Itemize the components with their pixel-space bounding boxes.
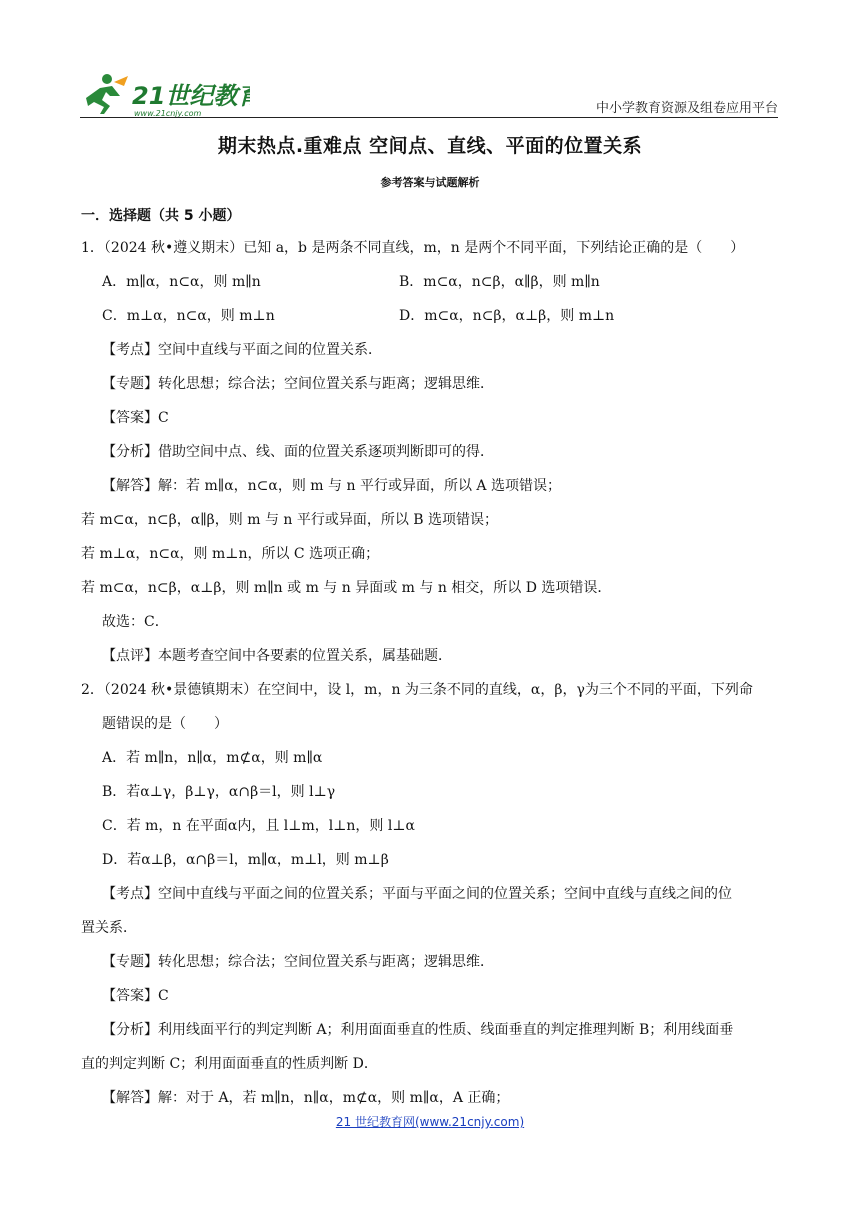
q1-solution-line: 若 m⊂α，n⊂β，α⊥β，则 m∥n 或 m 与 n 异面或 m 与 n 相交，所以 D 选项错误． [81,580,612,596]
q1-option-d: D．m⊂α，n⊂β，α⊥β，则 m⊥n [399,308,615,324]
question-2-stem-cont: 题错误的是（ ） [102,716,228,732]
logo-text: 21世纪教育 [132,82,250,110]
q1-option-c: C．m⊥α，n⊂α，则 m⊥n [102,308,275,324]
header-divider [80,117,778,118]
q2-option-b: B．若α⊥γ，β⊥γ，α∩β＝l，则 l⊥γ [102,784,336,800]
q1-knowledge-point: 【考点】空间中直线与平面之间的位置关系． [102,342,382,358]
q1-analysis: 【分析】借助空间中点、线、面的位置关系逐项判断即可的得． [102,444,494,460]
q2-solution: 【解答】解：对于 A，若 m∥n，n∥α，m⊄α，则 m∥α，A 正确； [102,1090,510,1106]
footer-link[interactable]: 21 世纪教育网(www.21cnjy.com) [335,1115,525,1129]
q2-knowledge-point: 【考点】空间中直线与平面之间的位置关系；平面与平面之间的位置关系；空间中直线与直线之间的位 [102,886,732,902]
page-title: 期末热点.重难点 空间点、直线、平面的位置关系 [217,135,643,157]
q1-option-b: B．m⊂α，n⊂β，α∥β，则 m∥n [399,274,600,290]
question-2-stem: 2．（2024 秋•景德镇期末）在空间中，设 l，m，n 为三条不同的直线，α，β，γ为三个不同的平面，下列命 [81,682,753,698]
platform-name: 中小学教育资源及组卷应用平台 [595,101,778,116]
q1-comment: 【点评】本题考查空间中各要素的位置关系，属基础题． [102,648,452,664]
q1-solution-line: 若 m⊂α，n⊂β，α∥β，则 m 与 n 平行或异面，所以 B 选项错误； [81,512,499,528]
logo [80,70,250,120]
q1-choice: 故选：C． [102,614,169,630]
q2-option-d: D．若α⊥β，α∩β＝l，m∥α，m⊥l，则 m⊥β [102,852,389,868]
q1-solution: 【解答】解：若 m∥α，n⊂α，则 m 与 n 平行或异面，所以 A 选项错误； [102,478,561,494]
q2-analysis-cont: 直的判定判断 C；利用面面垂直的性质判断 D． [81,1056,378,1072]
q2-answer: 【答案】C [102,988,169,1004]
q2-option-a: A．若 m∥n，n∥α，m⊄α，则 m∥α [102,750,323,766]
q2-analysis: 【分析】利用线面平行的判定判断 A；利用面面垂直的性质、线面垂直的判定推理判断 B；利用线面垂 [102,1022,734,1038]
q1-solution-line: 若 m⊥α，n⊂α，则 m⊥n，所以 C 选项正确； [81,546,380,562]
page-subtitle: 参考答案与试题解析 [380,176,480,189]
q1-answer: 【答案】C [102,410,169,426]
q2-knowledge-point-cont: 置关系． [81,920,137,936]
logo-runner-icon [80,70,250,120]
logo-url: www.21cnjy.com [134,109,202,118]
q2-topic: 【专题】转化思想；综合法；空间位置关系与距离；逻辑思维． [102,954,494,970]
q1-option-a: A．m∥α，n⊂α，则 m∥n [102,274,261,290]
q2-option-c: C．若 m，n 在平面α内，且 l⊥m，l⊥n，则 l⊥α [102,818,415,834]
question-1-stem: 1．（2024 秋•遵义期末）已知 a，b 是两条不同直线，m，n 是两个不同平面，下列结论正确的是（ ） [81,240,745,256]
q1-topic: 【专题】转化思想；综合法；空间位置关系与距离；逻辑思维． [102,376,494,392]
section-heading: 一．选择题（共 5 小题） [81,208,241,224]
